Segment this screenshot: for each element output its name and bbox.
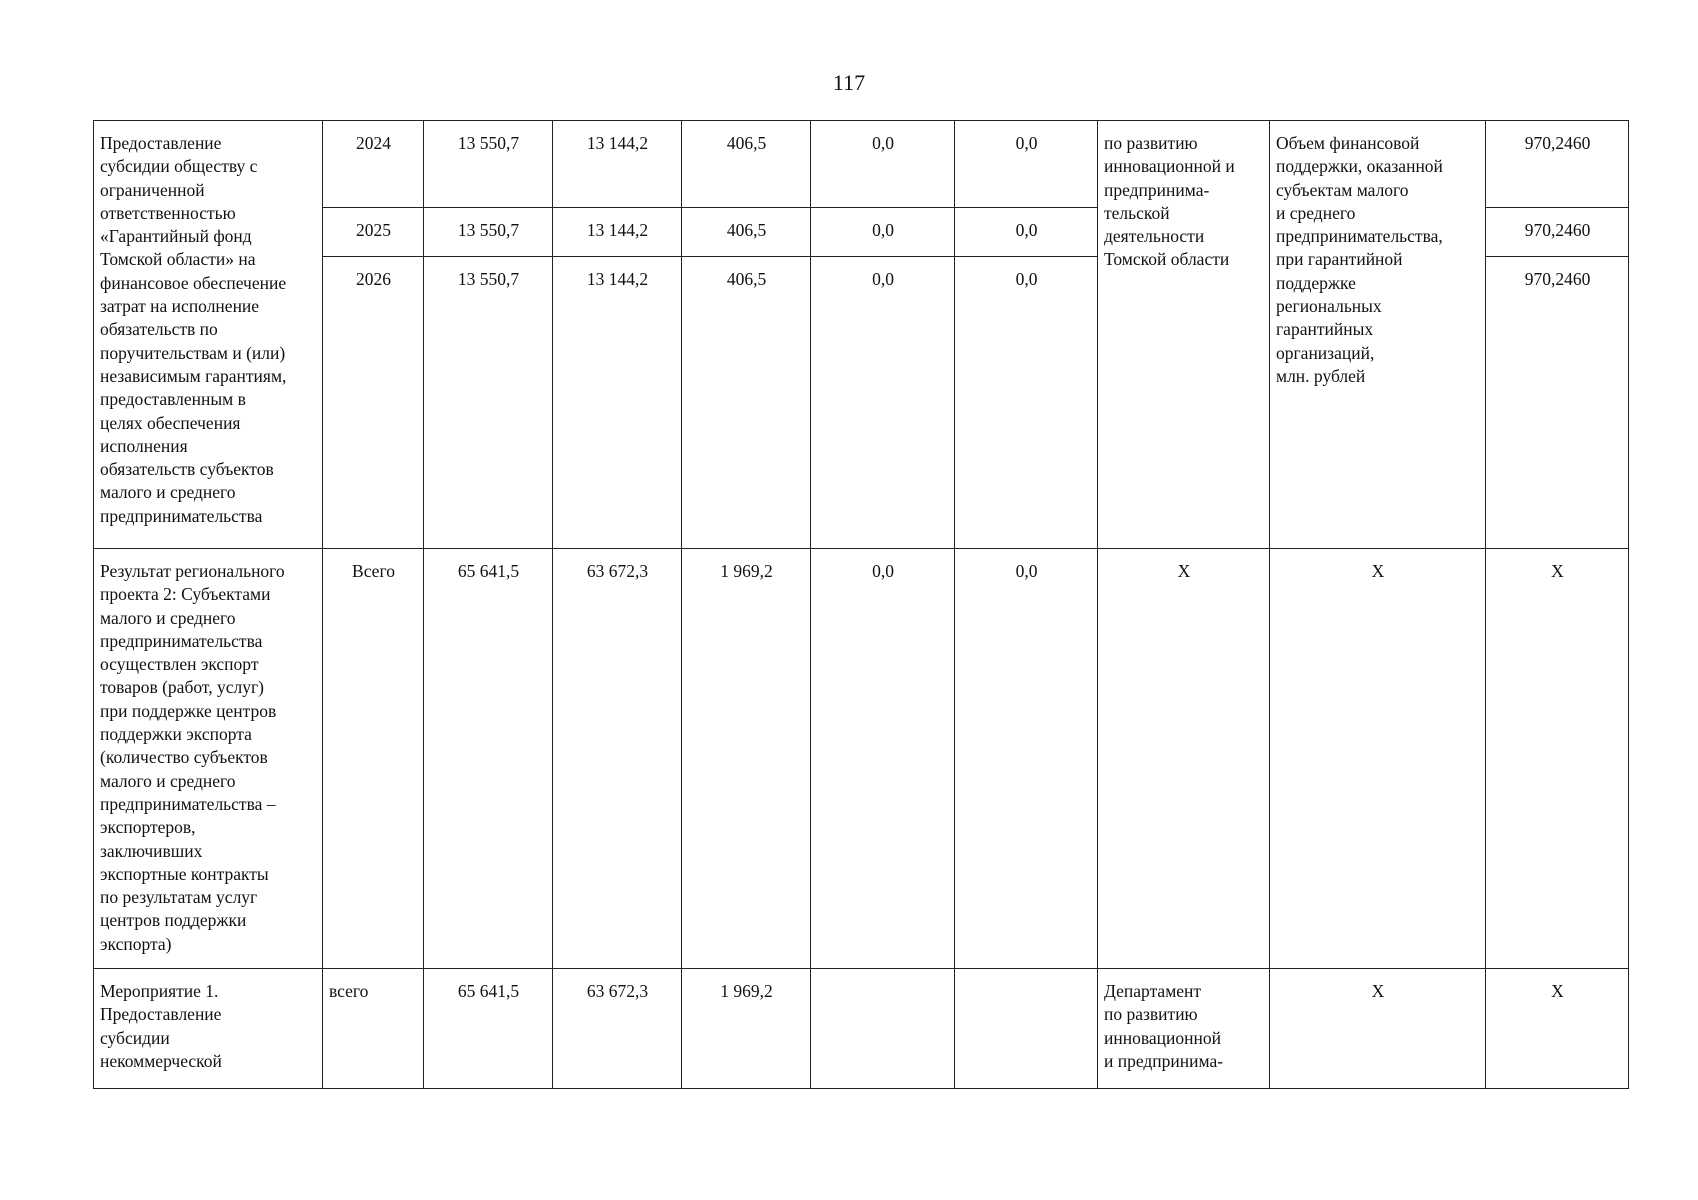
indicator-cell: Х bbox=[1270, 549, 1486, 969]
indicator-value-cell: 970,2460 bbox=[1486, 208, 1629, 257]
funding-cell: 1 969,2 bbox=[682, 969, 811, 1089]
year-cell: 2025 bbox=[323, 208, 424, 257]
funding-cell bbox=[955, 969, 1098, 1089]
funding-cell bbox=[811, 969, 955, 1089]
activity-name-cell: Результат регионального проекта 2: Субъектами малого и среднего предпринимательства осуществлен экспорт товаров (работ, услуг) при поддержке центров поддержки экспорта (количество субъектов малого и среднего предпринимательства – экспортеров, заключивших экспортные контракты по результатам услуг центров поддержки экспорта) bbox=[94, 549, 323, 969]
year-cell: 2026 bbox=[323, 257, 424, 549]
total-cell: 65 641,5 bbox=[424, 549, 553, 969]
funding-cell: 0,0 bbox=[955, 549, 1098, 969]
funding-cell: 1 969,2 bbox=[682, 549, 811, 969]
indicator-value-cell: 970,2460 bbox=[1486, 121, 1629, 208]
funding-cell: 0,0 bbox=[955, 257, 1098, 549]
budget-table bbox=[93, 120, 1629, 1089]
funding-cell: 406,5 bbox=[682, 121, 811, 208]
table-row bbox=[94, 969, 1629, 1089]
indicator-value-cell: 970,2460 bbox=[1486, 257, 1629, 549]
funding-cell: 13 144,2 bbox=[553, 121, 682, 208]
indicator-cell: Объем финансовой поддержки, оказанной субъектам малого и среднего предпринимательства, при гарантийной поддержке региональных гарантийных организаций, млн. рублей bbox=[1270, 121, 1486, 549]
total-cell: 13 550,7 bbox=[424, 121, 553, 208]
total-cell: 13 550,7 bbox=[424, 208, 553, 257]
funding-cell: 0,0 bbox=[955, 121, 1098, 208]
activity-name-cell: Предоставление субсидии обществу с ограниченной ответственностью «Гарантийный фонд Томской области» на финансовое обеспечение затрат на исполнение обязательств по поручительствам и (или) независимым гарантиям, предоставленным в целях обеспечения исполнения обязательств субъектов малого и среднего предпринимательства bbox=[94, 121, 323, 549]
table-row bbox=[94, 549, 1629, 969]
indicator-cell: Х bbox=[1270, 969, 1486, 1089]
year-cell: 2024 bbox=[323, 121, 424, 208]
year-cell: Всего bbox=[323, 549, 424, 969]
funding-cell: 0,0 bbox=[811, 121, 955, 208]
year-cell: всего bbox=[323, 969, 424, 1089]
executor-cell: по развитию инновационной и предпринима- тельской деятельности Томской области bbox=[1098, 121, 1270, 549]
activity-name-cell: Мероприятие 1. Предоставление субсидии некоммерческой bbox=[94, 969, 323, 1089]
funding-cell: 406,5 bbox=[682, 257, 811, 549]
page-number: 117 bbox=[832, 70, 866, 95]
total-cell: 65 641,5 bbox=[424, 969, 553, 1089]
funding-cell: 406,5 bbox=[682, 208, 811, 257]
funding-cell: 0,0 bbox=[811, 208, 955, 257]
indicator-value-cell: Х bbox=[1486, 969, 1629, 1089]
indicator-value-cell: Х bbox=[1486, 549, 1629, 969]
funding-cell: 0,0 bbox=[955, 208, 1098, 257]
funding-cell: 63 672,3 bbox=[553, 969, 682, 1089]
funding-cell: 0,0 bbox=[811, 549, 955, 969]
executor-cell: Х bbox=[1098, 549, 1270, 969]
funding-cell: 13 144,2 bbox=[553, 208, 682, 257]
executor-cell: Департамент по развитию инновационной и предпринима- bbox=[1098, 969, 1270, 1089]
funding-cell: 0,0 bbox=[811, 257, 955, 549]
total-cell: 13 550,7 bbox=[424, 257, 553, 549]
funding-cell: 13 144,2 bbox=[553, 257, 682, 549]
table-row bbox=[94, 121, 1629, 208]
funding-cell: 63 672,3 bbox=[553, 549, 682, 969]
